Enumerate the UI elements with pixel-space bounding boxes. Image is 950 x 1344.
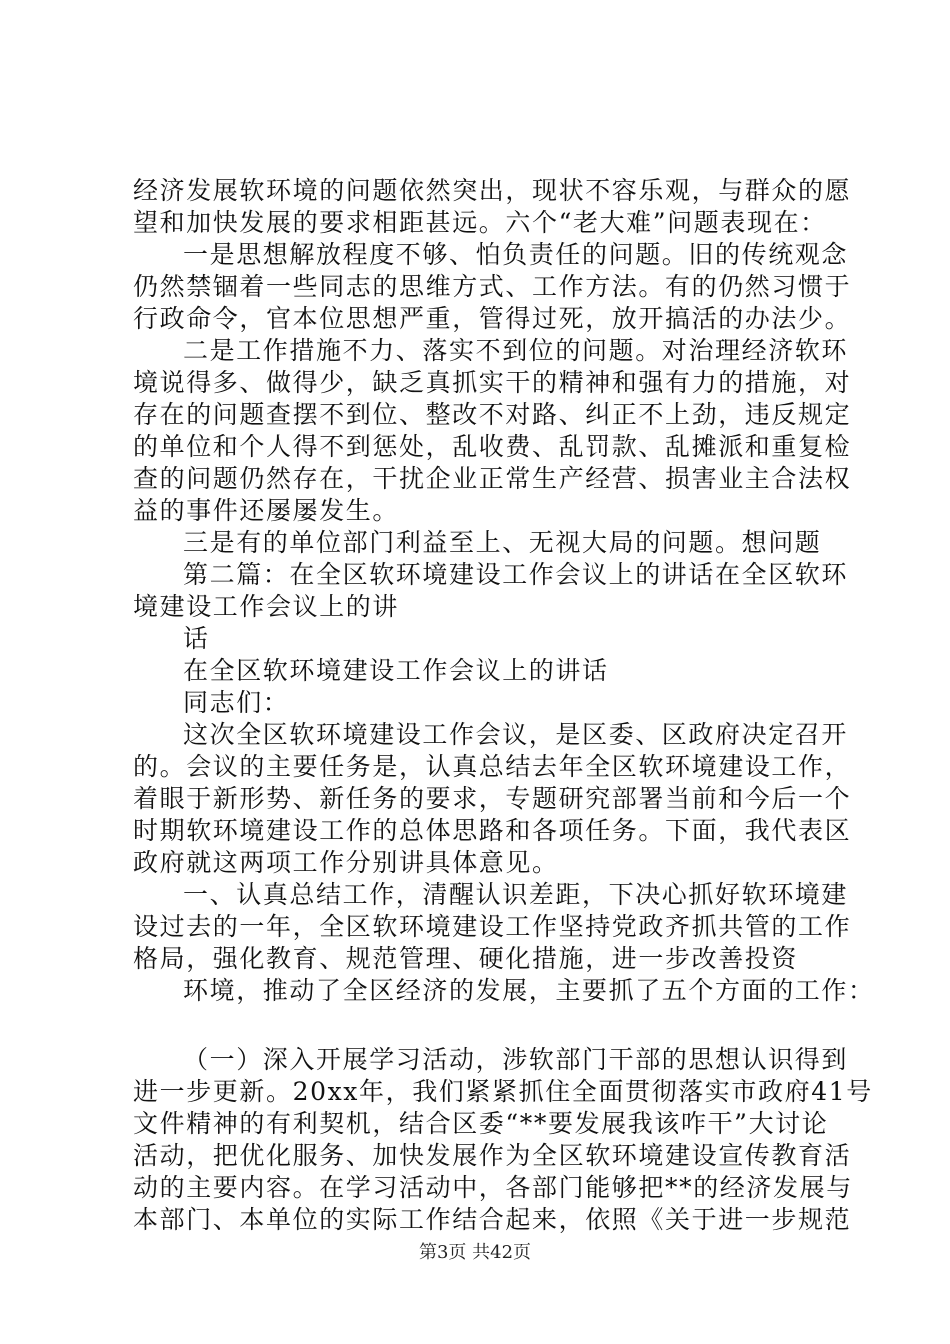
text-line: 时期软环境建设工作的总体思路和各项任务。下面，我代表区 bbox=[133, 816, 852, 845]
text-line: 经济发展软环境的问题依然突出，现状不容乐观，与群众的愿 bbox=[133, 176, 852, 205]
section-heading: 境建设工作会议上的讲 bbox=[133, 592, 400, 621]
text-line: 格局，强化教育、规范管理、硬化措施，进一步改善投资 bbox=[133, 944, 799, 973]
text-line: 环境，推动了全区经济的发展，主要抓了五个方面的工作： bbox=[183, 976, 875, 1005]
salutation: 同志们： bbox=[183, 688, 290, 717]
text-line: 着眼于新形势、新任务的要求，专题研究部署当前和今后一个 bbox=[133, 784, 852, 813]
paragraph-gap bbox=[133, 1007, 833, 1044]
text-line: 动的主要内容。在学习活动中，各部门能够把**的经济发展与 bbox=[133, 1173, 853, 1202]
speech-title: 在全区软环境建设工作会议上的讲话 bbox=[183, 656, 609, 685]
text-line: （一）深入开展学习活动，涉软部门干部的思想认识得到 bbox=[183, 1045, 849, 1074]
text-line: 行政命令，官本位思想严重，管得过死，放开搞活的办法少。 bbox=[133, 304, 852, 333]
text-line: 益的事件还屡屡发生。 bbox=[133, 496, 400, 525]
text-line: 二是工作措施不力、落实不到位的问题。对治理经济软环 bbox=[183, 336, 849, 365]
text-line: 进一步更新。20xx年，我们紧紧抓住全面贯彻落实市政府41号 bbox=[133, 1077, 873, 1106]
text-line: 设过去的一年，全区软环境建设工作坚持党政齐抓共管的工作 bbox=[133, 912, 852, 941]
text-line: 望和加快发展的要求相距甚远。六个“老大难”问题表现在： bbox=[133, 208, 827, 237]
text-line: 这次全区软环境建设工作会议，是区委、区政府决定召开 bbox=[183, 720, 849, 749]
text-line: 政府就这两项工作分别讲具体意见。 bbox=[133, 848, 559, 877]
text-line: 查的问题仍然存在，干扰企业正常生产经营、损害业主合法权 bbox=[133, 464, 852, 493]
section-heading: 话 bbox=[183, 624, 210, 653]
text-line: 三是有的单位部门利益至上、无视大局的问题。想问题 bbox=[183, 528, 822, 557]
text-line: 的单位和个人得不到惩处，乱收费、乱罚款、乱摊派和重复检 bbox=[133, 432, 852, 461]
section-heading: 第二篇：在全区软环境建设工作会议上的讲话在全区软环 bbox=[183, 560, 849, 589]
text-line: 的。会议的主要任务是，认真总结去年全区软环境建设工作， bbox=[133, 752, 852, 781]
text-line: 仍然禁锢着一些同志的思维方式、工作方法。有的仍然习惯于 bbox=[133, 272, 852, 301]
document-body bbox=[133, 175, 875, 1236]
text-line: 存在的问题查摆不到位、整改不对路、纠正不上劲，违反规定 bbox=[133, 400, 852, 429]
page-number-footer: 第3页 共42页 bbox=[418, 1242, 532, 1263]
text-line: 一、认真总结工作，清醒认识差距，下决心抓好软环境建 bbox=[183, 880, 849, 909]
text-line: 境说得多、做得少，缺乏真抓实干的精神和强有力的措施，对 bbox=[133, 368, 852, 397]
text-line: 文件精神的有利契机，结合区委“**要发展我该咋干”大讨论 bbox=[133, 1109, 829, 1138]
text-line: 活动，把优化服务、加快发展作为全区软环境建设宣传教育活 bbox=[133, 1141, 852, 1170]
text-line: 一是思想解放程度不够、怕负责任的问题。旧的传统观念 bbox=[183, 240, 849, 269]
text-line: 本部门、本单位的实际工作结合起来，依照《关于进一步规范 bbox=[133, 1205, 852, 1234]
